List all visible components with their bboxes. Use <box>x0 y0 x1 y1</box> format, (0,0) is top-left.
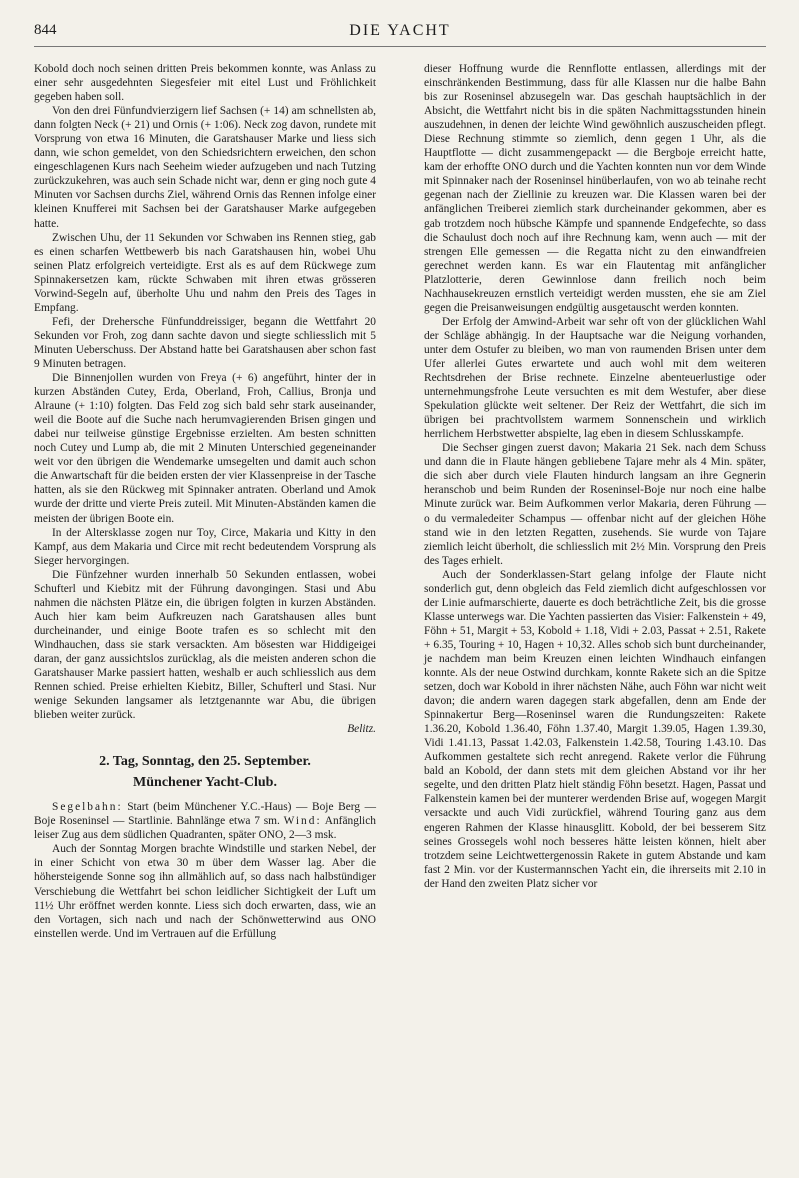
paragraph: dieser Hoffnung wurde die Rennflotte entlassen, allerdings mit der einschränkenden Bestimmung, dass für alle Klassen nur die halbe Bahn bis zur Roseninsel abzusegeln war. Das geschah hauptsächlich in der Absicht, die Wettfahrt nicht bis in die späten Nachmittagsstunden hinein auszudehnen, in denen der leichte Wind gewöhnlich auszuscheiden pflegt. Diese Rechnung stimmte so ziemlich, denn gegen 1 Uhr, als die Hauptflotte — dicht zusammengepackt — die Bergboje erreicht hatte, kam der erhoffte ONO durch und die Yachten konnten nun vor dem Winde mit Spinnaker nach der Roseninsel hinüberlaufen, von wo ab teinahe recht gegenan nach der Ziellinie zu kreuzen war. Die Klassen waren bei der anfänglichen Treiberei ziemlich stark durcheinander gekommen, aber es gab trotzdem noch hübsche Kämpfe und spannende Endgefechte, so dass die Schaulust doch noch auf ihre Rechnung kam, wenn auch — mit der strengen Elle gemessen — die Regatta nicht zu den einwandfreien gerechnet werden kann. Es war ein Flautentag mit anfänglicher Platzlotterie, deren Gewinnlose dann freilich noch beim Nachhausekreuzen ernstlich verteidigt werden mussten, ehe sie am Ziel gegen die Preisanweisungen endgültig ausgetauscht werden konnten. <box>424 63 766 314</box>
right-column <box>424 62 766 891</box>
paragraph: Von den drei Fünfundvierzigern lief Sachsen (+ 14) am schnellsten ab, dann folgten Neck (+ 21) und Ornis (+ 1:06). Neck zog davon, rundete mit Vorsprung von etwa 16 Minuten, die Garatshauser Marke und liess sich dann, wie schon gemeldet, von den Schiedsrichtern erweichen, den schon eingeschlagenen Kurs nach Seeheim wieder aufzugeben und nach Tutzing zurückzukehren, was auch sein Schade nicht war, denn er ging noch gute 4 Minuten vor Sachsen durchs Ziel, während Ornis das Rennen infolge einer kleinen Knufferei mit Sachsen bei der Garatshauser Marke aufgegeben hatte. <box>34 105 376 230</box>
paragraph: Die Binnenjollen wurden von Freya (+ 6) angeführt, hinter der in kurzen Abständen Cutey, Erda, Oberland, Froh, Callius, Bronja und Alraune (+ 1:10) folgten. Das Feld zog sich bald sehr stark auseinander, weil die Boote auf die Suche nach herumvagierenden Brisen gingen und dabei nur teilweise günstige Ergebnisse erzielten. Am besten schnitten noch Cutey und Lump ab, die mit 2 Minuten Unterschied gegeneinander weit vor den übrigen die Wendemarke umsegelten und damit auch schon die Anwartschaft für die beiden ersten der vier Klassenpreise in der Tasche hatten, als sie den Rückweg mit Spinnaker antraten. Oberland und Amok wurde der dritte und vierte Preis zuteil. Mit Minuten-Abständen kamen die meisten der übrigen Boote ein. <box>34 372 376 525</box>
paragraph: Der Erfolg der Amwind-Arbeit war sehr oft von der glücklichen Wahl der Schläge abhängig. In der Hauptsache war die Neigung vorhanden, unter dem Ostufer zu bleiben, wo man von raumenden Brisen unter dem Ufer allerlei Gutes erwartete und auch wohl mit dem weiteren Rechtsdrehen der Brise rechnete. Einzelne abenteuerlustige oder unternehmungsfrohe Leute versuchten es mit dem Westufer, aber diese Spekulation glückte weit seltener. Der Reiz der Wettfahrt, die sich im übrigen bei prachtvollstem warmem Sonnenschein und wirklich herrlichem Herbstwetter abspielte, lag eben in diesem Schlusskampfe. <box>424 315 766 441</box>
course-text: Start (beim Münchener Y.C.-Haus) — Boje Berg — Boje Roseninsel — Startlinie. Bahnlänge etwa 7 sm. <box>34 801 376 828</box>
paragraph: Zwischen Uhu, der 11 Sekunden vor Schwaben ins Rennen stieg, gab es einen scharfen Wettbewerb bis nach Garatshausen hin, wobei Uhu seinen Platz erfolgreich verteidigte. Erst als es auf dem Rückwege zum Spinnakersetzen kam, rückte Schwaben mit ihren etwas grösseren Vorwind-Segeln auf, überholte Uhu und nahm den Preis des Tages in Empfang. <box>34 231 376 314</box>
page-number: 844 <box>34 22 57 38</box>
paragraph-course-info <box>34 800 376 842</box>
paragraph: Fefi, der Drehersche Fünfunddreissiger, begann die Wettfahrt 20 Sekunden vor Froh, zog dann sachte davon und siegte schliesslich mit 5 Minuten Ueberschuss. Der Abstand hatte bei Garatshausen aber schon fast 9 Minuten betragen. <box>34 315 376 370</box>
section-title-day: 2. Tag, Sonntag, den 25. September. <box>99 754 311 770</box>
running-title: DIE YACHT <box>349 22 451 39</box>
wind-text: Anfänglich leiser Zug aus dem südlichen Quadranten, später ONO, 2—3 msk. <box>34 815 376 842</box>
paragraph: Auch der Sonderklassen-Start gelang infolge der Flaute nicht sonderlich gut, denn obgleich das Feld ziemlich dicht aufgeschlossen vor der Linie aufmarschierte, dauerte es doch beträchtliche Zeit, bis die grosse Klasse unterwegs war. Die Yachten passierten das Visier: Falkenstein + 49, Föhn + 51, Margit + 53, Kobold + 1.18, Vidi + 2.03, Passat + 2.51, Rakete + 6.35, Touring + 10, Hagen + 10,32. Alles schob sich bunt durcheinander, je nachdem man beim Kreuzen einen leichten Windhauch einfangen konnte. Als der neue Ostwind durchkam, konnte Rakete sich an die Spitze setzen, doch war Kobold in ihrer nächsten Nähe, auch Föhn war nicht weit davon; die andern waren dagegen stark abgefallen, denn am Ende der Spinnakertur Berg—Roseninsel waren die Rundungszeiten: Rakete 1.36.20, Kobold 1.36.40, Föhn 1.37.40, Margit 1.39.05, Hagen 1.39.30, Vidi 1.41.13, Passat 1.42.03, Falkenstein 1.42.58, Touring 1.43.10. Das Aufkommen gestaltete sich recht anregend. Rakete verlor die Führung bald an Kobold, der dann stets mit dem gleichen Abstand vor ihr her segelte, und den dritten Platz hielt ständig Föhn besetzt. Hagen, Passat und Falkenstein kamen bei der munterer werdenden Brise auf, wogegen Margit versackte und auch Vidi zurückfiel, während Touring ganz aus dem engeren Rahmen der Klasse hinausglitt. Kobold, der bei besserem Sitz seines Grossegels wohl noch besseres hätte leisten können, hielt aber trotzdem seine Leichtwettergenossin Rakete in gutem Abstande und kam fast 2 Min. vor der Kustermannschen Yacht ein, die ihrerseits mit 2.10 in der Hand den zweiten Platz sicher vor <box>424 568 766 890</box>
paragraph: Die Fünfzehner wurden innerhalb 50 Sekunden entlassen, wobei Schufterl und Kiebitz mit der Führung davongingen. Stasi und Abu nahmen die nächsten Plätze ein, die übrigen folgten in kurzen Abständen. Auch hier kam beim Aufkreuzen nach Garatshausen alles bunt durcheinander, und einige Boote trafen es so schlecht mit den Windhauchen, dass sie stark versackten. Am bösesten war Hiddigeigei daran, der ganz aussichtslos zurücklag, als die meisten anderen schon die Garatshauser Marke passiert hatten, weshalb er auch schliesslich aus dem Rennen schied. Preise erhielten Kiebitz, Biller, Schufterl und Stasi. Nur wenige Sekunden langsamer als letztgenannte war Abu, die übrigen blieben weiter zurück. <box>34 568 376 722</box>
page-header <box>34 22 766 47</box>
course-label: Segelbahn: <box>52 801 123 814</box>
paragraph: Kobold doch noch seinen dritten Preis bekommen konnte, was Anlass zu einer sehr ausgedehnten Siegesfeier mit eitel Lust und Fröhlichkeit gegeben haben soll. <box>34 63 376 104</box>
left-column <box>34 62 376 941</box>
paragraph: Die Sechser gingen zuerst davon; Makaria 21 Sek. nach dem Schuss und dann die in Flaute hängen gebliebene Tajare mehr als 4 Min. später, die sich aber durch viele Flauten hindurch langsam an ihre Gegnerin heranschob und beim Runden der Roseninsel-Boje nur noch eine halbe Minute zurück war. Beim Aufkommen verlor Makaria, deren Führung — o du vermaledeiter Schampus — offenbar nicht auf der gleichen Höhe stand wie in den letzten Regatten, zusehends. Sie wurde von Tajare ziemlich leicht überholt, die schliesslich mit 2½ Min. Vorsprung den Preis des Tages erhielt. <box>424 442 766 567</box>
paragraph: Auch der Sonntag Morgen brachte Windstille und starken Nebel, der in einer Schicht von etwa 30 m über dem Wasser lag. Aber die höhersteigende Sonne sog ihn allmählich auf, so dass nach halbstündiger Verschiebung die Wettfahrt bei schon leidlicher Sichtigkeit der Luft um 11½ Uhr eröffnet werden konnte. Liess sich doch erwarten, dass, wie an den Vortagen, sich nach und nach der Schönwetterwind aus ONO einstellen werde. Und im Vertrauen auf die Erfüllung <box>34 843 376 940</box>
author-signature: Belitz. <box>347 723 376 736</box>
paragraph: In der Altersklasse zogen nur Toy, Circe, Makaria und Kitty in den Kampf, aus dem Makaria und Circe mit recht bedeutendem Vorsprung als Sieger hervorgingen. <box>34 526 376 567</box>
wind-label: Wind: <box>283 815 322 828</box>
section-title-club: Münchener Yacht-Club. <box>133 775 277 791</box>
